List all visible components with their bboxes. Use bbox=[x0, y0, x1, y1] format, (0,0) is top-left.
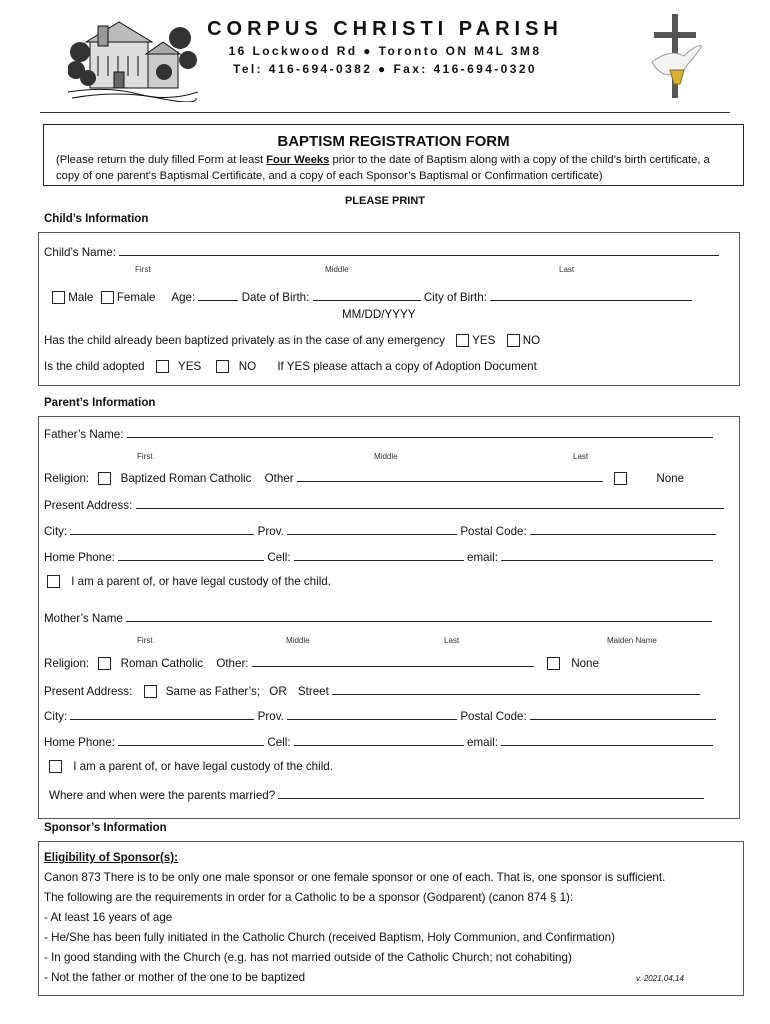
mother-custody-label: I am a parent of, or have legal custody of the child. bbox=[73, 760, 333, 773]
father-name-field[interactable] bbox=[127, 426, 713, 438]
adopted-yes-checkbox[interactable] bbox=[156, 360, 169, 373]
form-title: BAPTISM REGISTRATION FORM bbox=[277, 133, 510, 150]
requirement-standing: - In good standing with the Church (e.g. has not married outside of the Catholic Church; not cohabiting) bbox=[44, 951, 572, 964]
parent-section-label: Parent’s Information bbox=[44, 397, 156, 409]
street-label: Street bbox=[297, 685, 329, 698]
mother-email-field[interactable] bbox=[501, 734, 713, 746]
adopted-no-label: NO bbox=[238, 360, 257, 373]
requirement-age: - At least 16 years of age bbox=[44, 911, 173, 924]
age-field[interactable] bbox=[198, 289, 238, 301]
please-print: PLEASE PRINT bbox=[344, 195, 426, 207]
mother-city-label: City: bbox=[44, 710, 68, 723]
mother-prov-label: Prov. bbox=[257, 710, 284, 723]
father-religion-label: Religion: bbox=[44, 472, 90, 485]
baptized-yes-label: YES bbox=[472, 334, 496, 347]
father-prov-field[interactable] bbox=[287, 523, 457, 535]
married-question: Where and when were the parents married? bbox=[49, 789, 276, 802]
father-last-caption: Last bbox=[573, 452, 589, 461]
father-email-field[interactable] bbox=[501, 549, 713, 561]
father-address-row bbox=[44, 497, 724, 512]
parish-address: 16 Lockwood Rd ● Toronto ON M4L 3M8 bbox=[228, 44, 542, 58]
requirements-text: The following are the requirements in order for a Catholic to be a sponsor (Godparent) (canon 874 § 1): bbox=[44, 891, 574, 904]
mother-postal-label: Postal Code: bbox=[460, 710, 527, 723]
city-of-birth-field[interactable] bbox=[490, 289, 692, 301]
dob-label: Date of Birth: bbox=[241, 291, 310, 304]
child-name-label: Child’s Name: bbox=[44, 246, 116, 259]
mother-other-label: Other: bbox=[216, 657, 249, 670]
father-first-caption: First bbox=[137, 452, 153, 461]
canon-873-text: Canon 873 There is to be only one male sponsor or one female sponsor or one of each. That is, one sponsor is sufficient. bbox=[44, 871, 666, 884]
father-name-row bbox=[44, 426, 713, 441]
mother-custody-row bbox=[49, 760, 333, 773]
same-as-father-label: Same as Father’s; bbox=[165, 685, 261, 698]
mother-postal-field[interactable] bbox=[530, 708, 716, 720]
cross-dove-icon bbox=[640, 12, 710, 100]
father-phone-field[interactable] bbox=[118, 549, 264, 561]
father-religion-row bbox=[44, 470, 684, 485]
note-text-rest: prior to the date of Baptism along with a copy of the child’s birth certificate, a copy of one parent’s Baptismal Certificate, and a copy of each Sponsor’s Baptismal or Confirmation certificate) bbox=[56, 154, 710, 182]
father-cell-field[interactable] bbox=[294, 549, 464, 561]
mother-phone-label: Home Phone: bbox=[44, 736, 115, 749]
mother-street-field[interactable] bbox=[332, 683, 700, 695]
mother-custody-checkbox[interactable] bbox=[49, 760, 62, 773]
child-name-field[interactable] bbox=[119, 244, 719, 256]
father-city-row bbox=[44, 523, 716, 538]
form-instructions bbox=[56, 152, 736, 184]
adopted-question: Is the child adopted bbox=[44, 360, 145, 373]
parish-contact: Tel: 416-694-0382 ● Fax: 416-694-0320 bbox=[233, 62, 537, 76]
father-rc-label: Baptized Roman Catholic bbox=[120, 472, 252, 485]
baptized-row bbox=[44, 334, 540, 347]
eligibility-heading: Eligibility of Sponsor(s): bbox=[44, 851, 178, 864]
mother-none-label: None bbox=[571, 657, 599, 670]
mother-prov-field[interactable] bbox=[287, 708, 457, 720]
baptized-no-checkbox[interactable] bbox=[507, 334, 520, 347]
mother-name-label: Mother’s Name bbox=[44, 612, 123, 625]
mother-religion-row bbox=[44, 655, 599, 670]
father-other-field[interactable] bbox=[297, 470, 603, 482]
father-name-label: Father’s Name: bbox=[44, 428, 124, 441]
female-checkbox[interactable] bbox=[101, 291, 114, 304]
same-as-father-checkbox[interactable] bbox=[144, 685, 157, 698]
father-phone-label: Home Phone: bbox=[44, 551, 115, 564]
mother-rc-label: Roman Catholic bbox=[120, 657, 204, 670]
married-field[interactable] bbox=[278, 787, 704, 799]
mother-religion-label: Religion: bbox=[44, 657, 90, 670]
father-cell-label: Cell: bbox=[267, 551, 291, 564]
adopted-yes-label: YES bbox=[178, 360, 202, 373]
mother-cell-label: Cell: bbox=[267, 736, 291, 749]
requirement-initiated: - He/She has been fully initiated in the Catholic Church (received Baptism, Holy Communion, and Confirmation) bbox=[44, 931, 615, 944]
mother-rc-checkbox[interactable] bbox=[98, 657, 111, 670]
form-title-box bbox=[43, 124, 744, 186]
married-row bbox=[49, 787, 704, 802]
mother-email-label: email: bbox=[467, 736, 498, 749]
mother-last-caption: Last bbox=[444, 636, 460, 645]
father-none-label: None bbox=[656, 472, 685, 485]
father-city-label: City: bbox=[44, 525, 68, 538]
mother-phone-row bbox=[44, 734, 713, 749]
note-emphasis: Four Weeks bbox=[266, 154, 330, 166]
father-middle-caption: Middle bbox=[374, 452, 398, 461]
father-city-field[interactable] bbox=[70, 523, 254, 535]
mother-city-field[interactable] bbox=[70, 708, 254, 720]
date-format-hint: MM/DD/YYYY bbox=[342, 308, 416, 321]
father-custody-label: I am a parent of, or have legal custody of the child. bbox=[71, 575, 331, 588]
mother-phone-field[interactable] bbox=[118, 734, 264, 746]
adopted-note: If YES please attach a copy of Adoption Document bbox=[277, 360, 537, 373]
mother-address-label: Present Address: bbox=[44, 685, 133, 698]
father-email-label: email: bbox=[467, 551, 498, 564]
father-postal-field[interactable] bbox=[530, 523, 716, 535]
mother-cell-field[interactable] bbox=[294, 734, 464, 746]
note-text: (Please return the duly filled Form at least bbox=[56, 154, 267, 166]
father-none-checkbox[interactable] bbox=[614, 472, 627, 485]
city-of-birth-label: City of Birth: bbox=[423, 291, 487, 304]
father-address-field[interactable] bbox=[136, 497, 724, 509]
or-label: OR bbox=[269, 685, 287, 698]
mother-none-checkbox[interactable] bbox=[547, 657, 560, 670]
male-checkbox[interactable] bbox=[52, 291, 65, 304]
father-prov-label: Prov. bbox=[257, 525, 284, 538]
requirement-not-parent: - Not the father or mother of the one to be baptized bbox=[44, 971, 306, 984]
baptized-no-label: NO bbox=[522, 334, 541, 347]
mother-city-row bbox=[44, 708, 716, 723]
mother-name-row bbox=[44, 610, 712, 625]
adopted-no-checkbox[interactable] bbox=[216, 360, 229, 373]
child-name-row bbox=[44, 244, 719, 259]
father-custody-checkbox[interactable] bbox=[47, 575, 60, 588]
father-custody-row bbox=[47, 575, 331, 588]
male-label: Male bbox=[68, 291, 94, 304]
baptized-question: Has the child already been baptized privately as in the case of any emergency bbox=[44, 334, 445, 347]
child-first-caption: First bbox=[135, 265, 151, 274]
child-section-label: Child’s Information bbox=[44, 213, 149, 225]
mother-maiden-caption: Maiden Name bbox=[607, 636, 657, 645]
female-label: Female bbox=[116, 291, 156, 304]
father-address-label: Present Address: bbox=[44, 499, 133, 512]
father-other-label: Other bbox=[264, 472, 294, 485]
age-label: Age: bbox=[171, 291, 196, 304]
father-postal-label: Postal Code: bbox=[460, 525, 527, 538]
sponsor-section-label: Sponsor’s Information bbox=[44, 822, 167, 834]
mother-name-field[interactable] bbox=[126, 610, 712, 622]
adopted-row bbox=[44, 360, 537, 373]
mother-first-caption: First bbox=[137, 636, 153, 645]
father-phone-row bbox=[44, 549, 713, 564]
mother-middle-caption: Middle bbox=[286, 636, 310, 645]
mother-address-row bbox=[44, 683, 700, 698]
child-last-caption: Last bbox=[559, 265, 575, 274]
child-middle-caption: Middle bbox=[325, 265, 349, 274]
parish-name: CORPUS CHRISTI PARISH bbox=[207, 18, 563, 40]
mother-other-field[interactable] bbox=[252, 655, 534, 667]
header-divider bbox=[40, 112, 730, 113]
version-label: v. 2021,04,14 bbox=[636, 974, 684, 983]
baptized-yes-checkbox[interactable] bbox=[456, 334, 469, 347]
father-rc-checkbox[interactable] bbox=[98, 472, 111, 485]
child-details-row bbox=[52, 289, 692, 304]
dob-field[interactable] bbox=[313, 289, 421, 301]
